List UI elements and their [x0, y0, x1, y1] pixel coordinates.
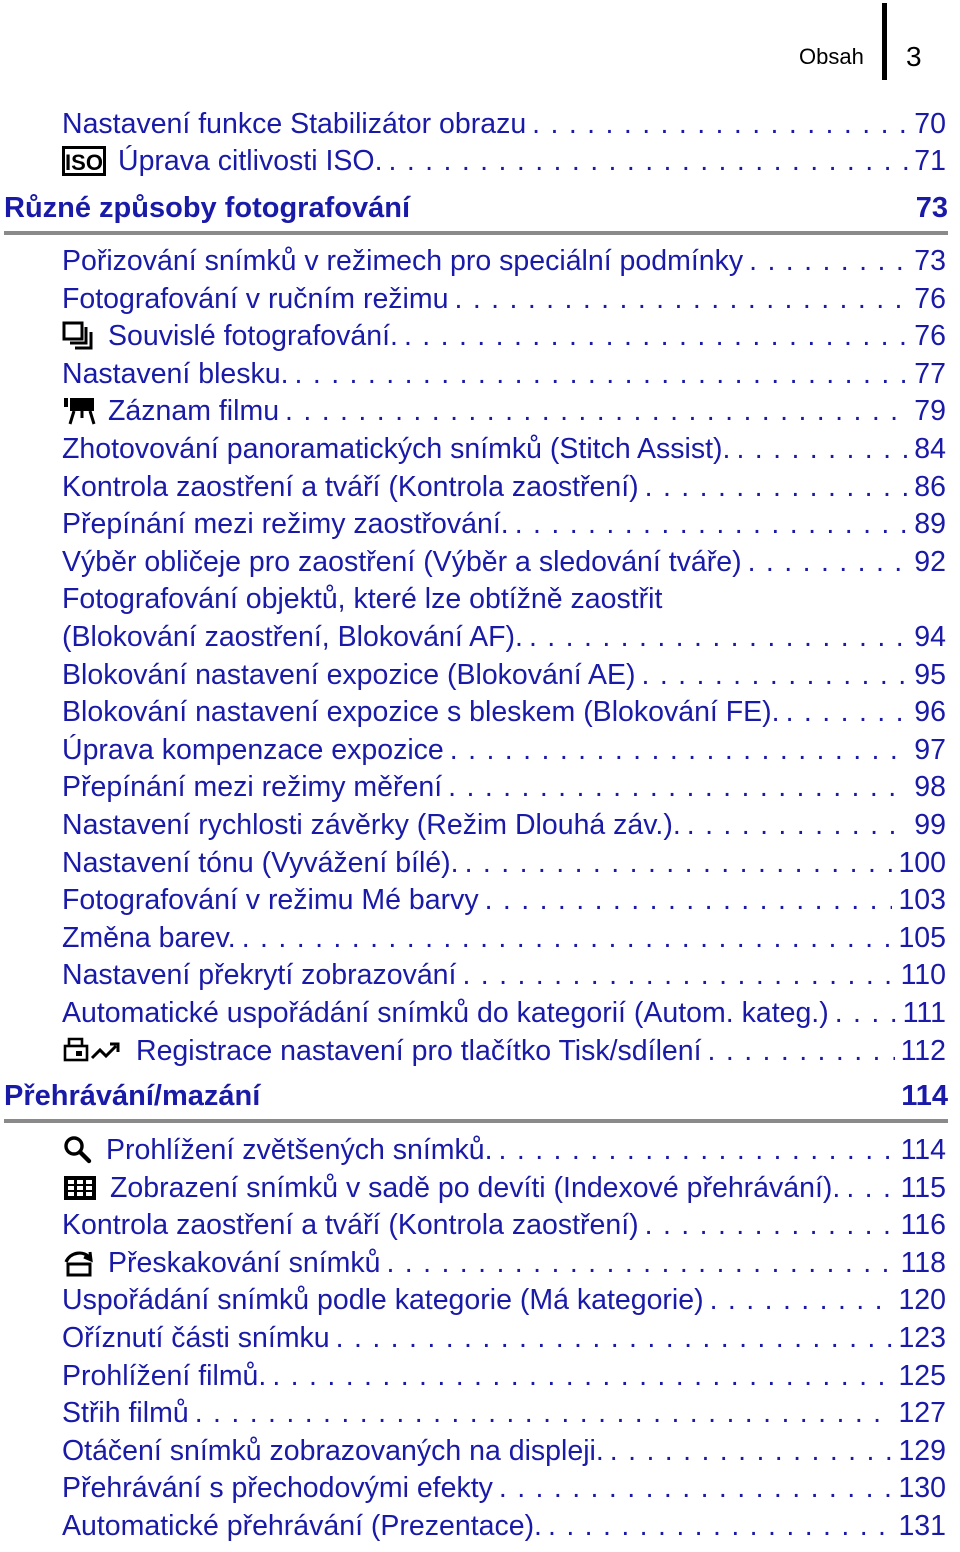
- toc-entry-title: Nastavení funkce Stabilizátor obrazu: [62, 107, 527, 140]
- toc-entry[interactable]: [62, 956, 946, 994]
- toc-entry[interactable]: [62, 806, 946, 844]
- section-title: Různé způsoby fotografování: [4, 191, 410, 224]
- toc-entry[interactable]: [62, 430, 946, 468]
- toc-entry-page: 100: [898, 846, 946, 879]
- toc-entry-title: Zobrazení snímků v sadě po devíti (Indexové přehrávání).: [110, 1171, 841, 1204]
- toc-entry-title: Oříznutí části snímku: [62, 1321, 330, 1354]
- toc-entry-title: Nastavení blesku.: [62, 357, 289, 390]
- toc-entry-title: Fotografování objektů, které lze obtížně zaostřit: [62, 582, 663, 615]
- toc-entry[interactable]: [62, 881, 946, 919]
- jump-icon: [62, 1248, 96, 1278]
- toc-leader-dots: [642, 659, 909, 692]
- toc-entry-page: 92: [914, 545, 946, 578]
- magnify-icon: [62, 1135, 94, 1165]
- toc-leader-dots: [485, 884, 893, 917]
- toc-entry[interactable]: [62, 242, 946, 280]
- toc-entry-title: Souvislé fotografování.: [108, 319, 398, 352]
- toc-entry-page: 86: [914, 470, 946, 503]
- toc-entry-title: Přeskakování snímků: [108, 1246, 381, 1279]
- toc-entry-page: 70: [914, 107, 946, 140]
- toc-entry-page: 130: [898, 1471, 946, 1504]
- toc-entry[interactable]: [62, 656, 946, 694]
- toc-entry-page: 123: [898, 1321, 946, 1354]
- iso-icon: [62, 146, 106, 176]
- toc-leader-dots: [548, 1510, 892, 1543]
- toc-leader-dots: [404, 320, 908, 353]
- toc-entry[interactable]: [62, 142, 946, 180]
- movie-icon: [62, 396, 96, 426]
- toc-entry[interactable]: [62, 1131, 946, 1169]
- toc-entry[interactable]: [62, 505, 946, 543]
- section-title: Přehrávání/mazání: [4, 1079, 261, 1112]
- toc-entry-page: 96: [914, 695, 946, 728]
- toc-leader-dots: [645, 1209, 895, 1242]
- toc-leader-dots: [465, 847, 893, 880]
- toc-entry[interactable]: [62, 1432, 946, 1470]
- toc-leader-dots: [710, 1284, 893, 1317]
- toc-entry[interactable]: [62, 1281, 946, 1319]
- toc-leader-dots: [846, 1172, 894, 1205]
- toc-leader-dots: [195, 1397, 893, 1430]
- toc-entry[interactable]: [62, 317, 946, 355]
- toc-entry-title: Blokování nastavení expozice s bleskem (Blokování FE).: [62, 695, 780, 728]
- toc-entry-page: 131: [898, 1509, 946, 1542]
- toc-entry[interactable]: [62, 105, 946, 143]
- toc-entry[interactable]: [62, 543, 946, 581]
- toc-entry-title: Nastavení překrytí zobrazování: [62, 958, 457, 991]
- toc-entry-page: 111: [902, 996, 946, 1029]
- toc-leader-dots: [499, 1134, 895, 1167]
- toc-entry-title: Výběr obličeje pro zaostření (Výběr a sledování tváře): [62, 545, 742, 578]
- toc-entry[interactable]: [62, 468, 946, 506]
- toc-entry-title: Registrace nastavení pro tlačítko Tisk/sdílení: [136, 1034, 702, 1067]
- toc-entry-title: Pořizování snímků v režimech pro speciální podmínky: [62, 244, 744, 277]
- toc-entry[interactable]: [62, 355, 946, 393]
- toc-entry[interactable]: [62, 1169, 946, 1207]
- toc-leader-dots: [786, 696, 909, 729]
- toc-entry-page: 129: [898, 1434, 946, 1467]
- toc-entry[interactable]: [62, 994, 946, 1032]
- toc-entry[interactable]: [62, 731, 946, 769]
- toc-entry-page: 77: [914, 357, 946, 390]
- toc-entry-title: Změna barev.: [62, 921, 236, 954]
- toc-leader-dots: [242, 922, 893, 955]
- toc-entry[interactable]: [62, 392, 946, 430]
- toc-entry[interactable]: [62, 1394, 946, 1432]
- toc-entry-title: Fotografování v režimu Mé barvy: [62, 883, 479, 916]
- section-heading[interactable]: [4, 1076, 948, 1116]
- toc-entry-page: 115: [900, 1171, 946, 1204]
- toc-leader-dots: [515, 508, 909, 541]
- toc-entry-page: 120: [898, 1283, 946, 1316]
- toc-entry-page: 97: [914, 733, 946, 766]
- toc-entry-title: Uspořádání snímků podle kategorie (Má kategorie): [62, 1283, 704, 1316]
- toc-entry[interactable]: [62, 844, 946, 882]
- toc-entry-page: 116: [900, 1208, 946, 1241]
- toc-entry-page: 98: [914, 770, 946, 803]
- toc-entry-page: 114: [900, 1133, 946, 1166]
- toc-entry-page: 71: [914, 144, 946, 177]
- toc-entry-title: Otáčení snímků zobrazovaných na displeji.: [62, 1434, 604, 1467]
- toc-entry[interactable]: [62, 1244, 946, 1282]
- toc-entry-title: Prohlížení filmů.: [62, 1359, 267, 1392]
- toc-leader-dots: [448, 771, 908, 804]
- toc-entry-page: 125: [898, 1359, 946, 1392]
- section-rule: [4, 1119, 948, 1123]
- toc-leader-dots: [272, 1360, 892, 1393]
- toc-leader-dots: [687, 809, 909, 842]
- toc-leader-dots: [336, 1322, 893, 1355]
- toc-entry-title: Prohlížení zvětšených snímků.: [106, 1133, 493, 1166]
- toc-entry[interactable]: [62, 919, 946, 957]
- toc-entry-page: 84: [914, 432, 946, 465]
- toc-entry-page: 105: [898, 921, 946, 954]
- print-share-icon: [62, 1036, 124, 1066]
- header-label: Obsah: [799, 44, 864, 69]
- toc-leader-dots: [749, 245, 908, 278]
- toc-entry-title: Blokování nastavení expozice (Blokování AE): [62, 658, 636, 691]
- toc-entry-title: Přehrávání s přechodovými efekty: [62, 1471, 493, 1504]
- toc-leader-dots: [736, 433, 908, 466]
- toc-leader-dots: [748, 546, 909, 579]
- toc-leader-dots: [454, 283, 908, 316]
- page-number: 3: [906, 41, 922, 72]
- toc-leader-dots: [295, 358, 909, 391]
- section-rule: [4, 231, 948, 235]
- toc-entry[interactable]: [62, 1206, 946, 1244]
- toc-entry-title: Nastavení rychlosti závěrky (Režim Dlouhá záv.).: [62, 808, 681, 841]
- toc-entry-title: Úprava citlivosti ISO.: [118, 144, 383, 177]
- svg-text:ISO: ISO: [65, 150, 103, 175]
- section-page: 73: [915, 191, 948, 224]
- toc-entry[interactable]: [62, 768, 946, 806]
- toc-leader-dots: [645, 471, 909, 504]
- toc-entry-title: Automatické uspořádání snímků do kategorií (Autom. kateg.): [62, 996, 829, 1029]
- toc-entry-page: 127: [898, 1396, 946, 1429]
- toc-leader-dots: [708, 1035, 895, 1068]
- toc-entry-title: Přepínání mezi režimy měření: [62, 770, 443, 803]
- section-heading[interactable]: [4, 188, 948, 228]
- toc-leader-dots: [450, 734, 909, 767]
- toc-leader-dots: [835, 997, 897, 1030]
- toc-entry[interactable]: [62, 693, 946, 731]
- toc-leader-dots: [285, 395, 908, 428]
- toc-entry-page: 73: [914, 244, 946, 277]
- toc-entry-title: Automatické přehrávání (Prezentace).: [62, 1509, 542, 1542]
- toc-leader-dots: [386, 1247, 894, 1280]
- toc-entry[interactable]: [62, 280, 946, 318]
- toc-entry-title: Úprava kompenzace expozice: [62, 733, 444, 766]
- index-icon: [62, 1173, 98, 1203]
- toc-entry-page: 89: [914, 507, 946, 540]
- toc-entry[interactable]: [62, 618, 946, 656]
- toc-entry[interactable]: [62, 1357, 946, 1395]
- toc-entry-page: 112: [900, 1034, 946, 1067]
- toc-entry[interactable]: [62, 1319, 946, 1357]
- toc-entry-page: 103: [898, 883, 946, 916]
- toc-leader-dots: [529, 621, 908, 654]
- toc-entry-title: Nastavení tónu (Vyvážení bílé).: [62, 846, 459, 879]
- toc-entry-title: Fotografování v ručním režimu: [62, 282, 449, 315]
- toc-entry-page: 76: [914, 319, 946, 352]
- toc-entry-title: Kontrola zaostření a tváří (Kontrola zaostření): [62, 470, 639, 503]
- toc-entry-page: 95: [914, 658, 946, 691]
- toc-entry-page: 110: [900, 958, 946, 991]
- toc-entry[interactable]: [62, 580, 946, 618]
- toc-entry-page: 79: [914, 394, 946, 427]
- toc-entry[interactable]: [62, 1507, 946, 1545]
- toc-leader-dots: [532, 108, 908, 141]
- toc-entry-page: 76: [914, 282, 946, 315]
- toc-entry-title: Kontrola zaostření a tváří (Kontrola zaostření): [62, 1208, 639, 1241]
- toc-leader-dots: [499, 1472, 893, 1505]
- toc-entry-title: Zhotovování panoramatických snímků (Stitch Assist).: [62, 432, 731, 465]
- section-page: 114: [901, 1079, 948, 1112]
- toc-entry-title: Přepínání mezi režimy zaostřování.: [62, 507, 509, 540]
- continuous-shooting-icon: [62, 321, 96, 351]
- toc-entry[interactable]: [62, 1032, 946, 1070]
- toc-leader-dots: [610, 1435, 893, 1468]
- toc-entry-page: 94: [914, 620, 946, 653]
- toc-entry-title: Střih filmů: [62, 1396, 189, 1429]
- toc-entry-title: Záznam filmu: [108, 394, 280, 427]
- toc-leader-dots: [462, 959, 894, 992]
- toc-entry-page: 99: [914, 808, 946, 841]
- toc-entry-title: (Blokování zaostření, Blokování AF).: [62, 620, 523, 653]
- toc-entry[interactable]: [62, 1469, 946, 1507]
- toc-leader-dots: [389, 145, 909, 178]
- toc-entry-page: 118: [900, 1246, 946, 1279]
